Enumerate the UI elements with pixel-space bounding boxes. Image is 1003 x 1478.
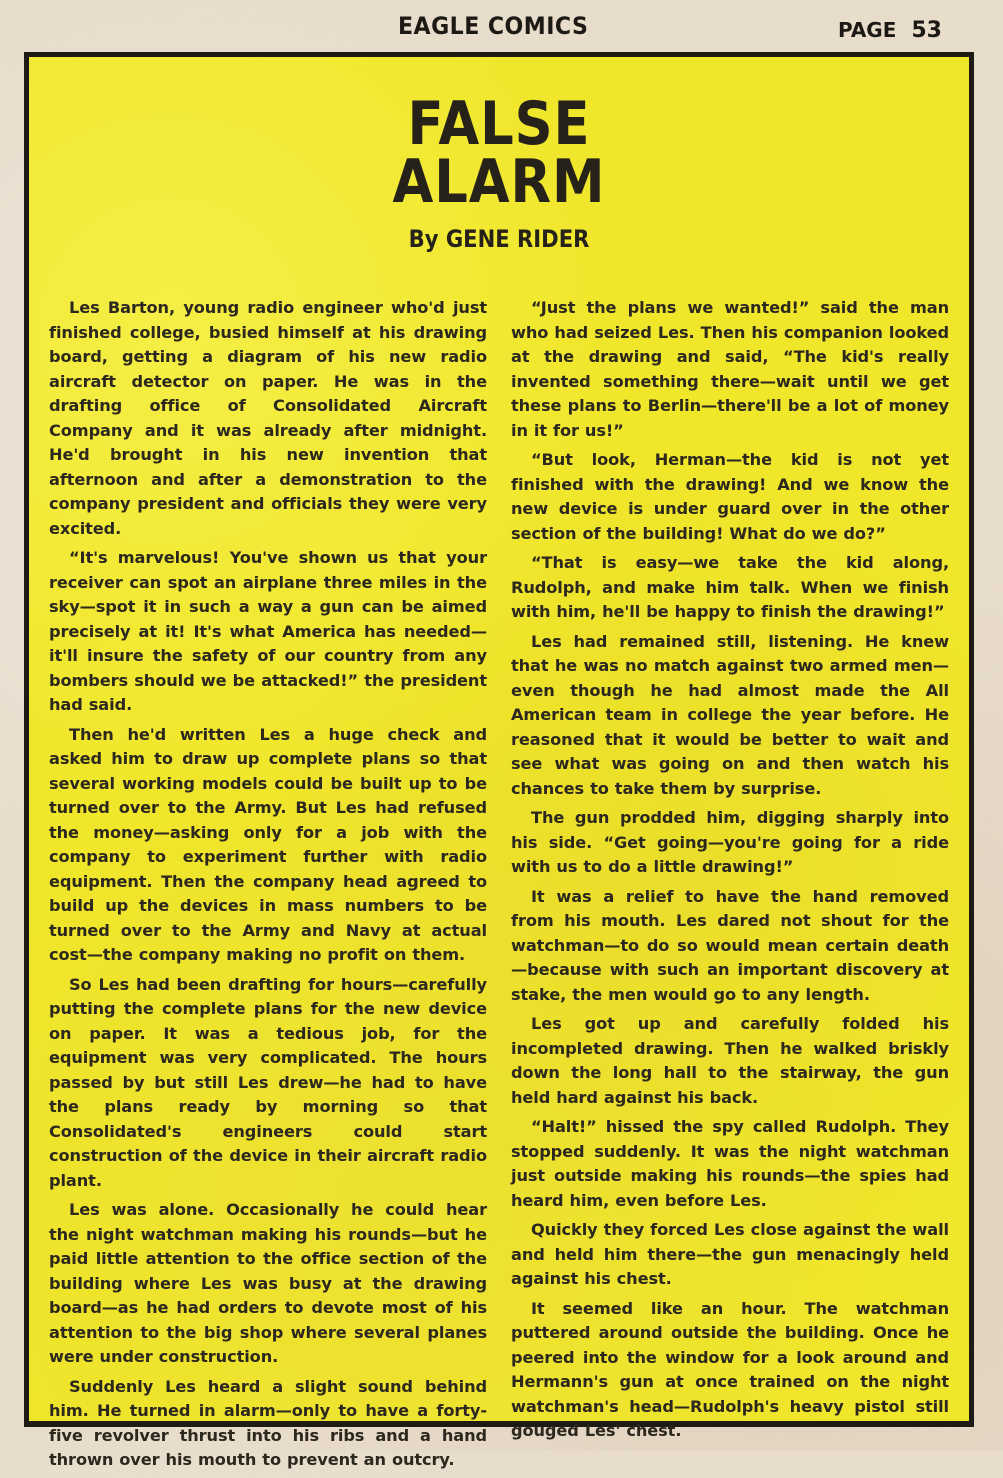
paragraph: “Just the plans we wanted!” said the man who had seized Les. Then his companion looked at the drawing and said, “The kid's really invented something there—wait until we get these plans to Berlin—there'll be a lot of money in it for us!”: [511, 298, 949, 440]
paragraph: It was a relief to have the hand removed from his mouth. Les dared not shout for the watchman—to do so would mean certain death—because with such an important discovery at stake, the men would go to any length.: [511, 886, 949, 1004]
story-panel: [24, 52, 974, 1469]
running-head: [0, 12, 1003, 42]
story-title-line-1: FALSE: [407, 89, 591, 159]
page-label: PAGE: [838, 18, 897, 42]
paragraph: Les was alone. Occasionally he could hear the night watchman making his rounds—but he paid little attention to the office section of the building where Les was busy at the drawing board—as he had orders to devote most of his attention to the big shop where several planes were under construction.: [49, 1200, 487, 1366]
publication-title: EAGLE COMICS: [398, 12, 589, 40]
paragraph: “That is easy—we take the kid along, Rudolph, and make him talk. When we finish with him, he'll be happy to finish the drawing!”: [511, 553, 949, 621]
page-number: 53: [911, 18, 942, 43]
story-title-line-2: ALARM: [392, 147, 606, 217]
paragraph: Les got up and carefully folded his incompleted drawing. Then he walked briskly down the long hall to the stairway, the gun held hard against his back.: [511, 1014, 949, 1107]
paragraph: Suddenly Les heard a slight sound behind him. He turned in alarm—only to have a forty-five revolver thrust into his ribs and a hand thrown over his mouth to prevent an outcry.: [49, 1376, 487, 1469]
paragraph: Les Barton, young radio engineer who'd just finished college, busied himself at his drawing board, getting a diagram of his new radio aircraft detector on paper. He was in the drafting office of Consolidated Aircraft Company and it was already after midnight. He'd brought in his new invention that afternoon and after a demonstration to the company president and officials they were very excited.: [49, 298, 487, 538]
right-column: [511, 296, 949, 1478]
paragraph: Les had remained still, listening. He knew that he was no match against two armed men—even though he had almost made the All American team in college the year before. He reasoned that it would be better to wait and see what was going on and then watch his chances to take them by surprise.: [511, 631, 949, 798]
paragraph: “Halt!” hissed the spy called Rudolph. They stopped suddenly. It was the night watchman just outside making his rounds—the spies had heard him, even before Les.: [511, 1117, 949, 1210]
paragraph: “It's marvelous! You've shown us that your receiver can spot an airplane three miles in the sky—spot it in such a way a gun can be aimed precisely at it! It's what America has needed—it'll insure the safety of our country from any bombers should we be attacked!” the president had said.: [49, 548, 487, 714]
paragraph: Then he'd written Les a huge check and asked him to draw up complete plans so that several working models could be built up to be turned over to the Army. But Les had refused the money—asking only for a job with the company to experiment further with radio equipment. Then the company head agreed to build up the devices in mass numbers to be turned over to the Army and Navy at actual cost—the company making no profit on them.: [49, 724, 487, 964]
paragraph: It seemed like an hour. The watchman puttered around outside the building. Once he peered into the window for a look around and Hermann's gun at once trained on the night watchman's head—Rudolph's heavy pistol still gouged Les' chest.: [511, 1298, 949, 1440]
title-block: [29, 89, 969, 253]
page-number-label: [838, 18, 942, 43]
paragraph: Quickly they forced Les close against the wall and held him there—the gun menacingly held against his chest.: [511, 1220, 949, 1288]
left-column: [49, 296, 487, 1478]
text-columns: [49, 296, 949, 1478]
paragraph: The gun prodded him, digging sharply into his side. “Get going—you're going for a ride with us to do a little drawing!”: [511, 808, 949, 876]
paragraph: So Les had been drafting for hours—carefully putting the complete plans for the new device on paper. It was a tedious job, for the equipment was very complicated. The hours passed by but still Les drew—he had to have the plans ready by morning so that Consolidated's engineers could start construction of the device in their aircraft radio plant.: [49, 974, 487, 1190]
paragraph: “But look, Herman—the kid is not yet finished with the drawing! And we know the new device is under guard over in the other section of the building! What do we do?”: [511, 450, 949, 543]
byline: By GENE RIDER: [408, 225, 590, 253]
